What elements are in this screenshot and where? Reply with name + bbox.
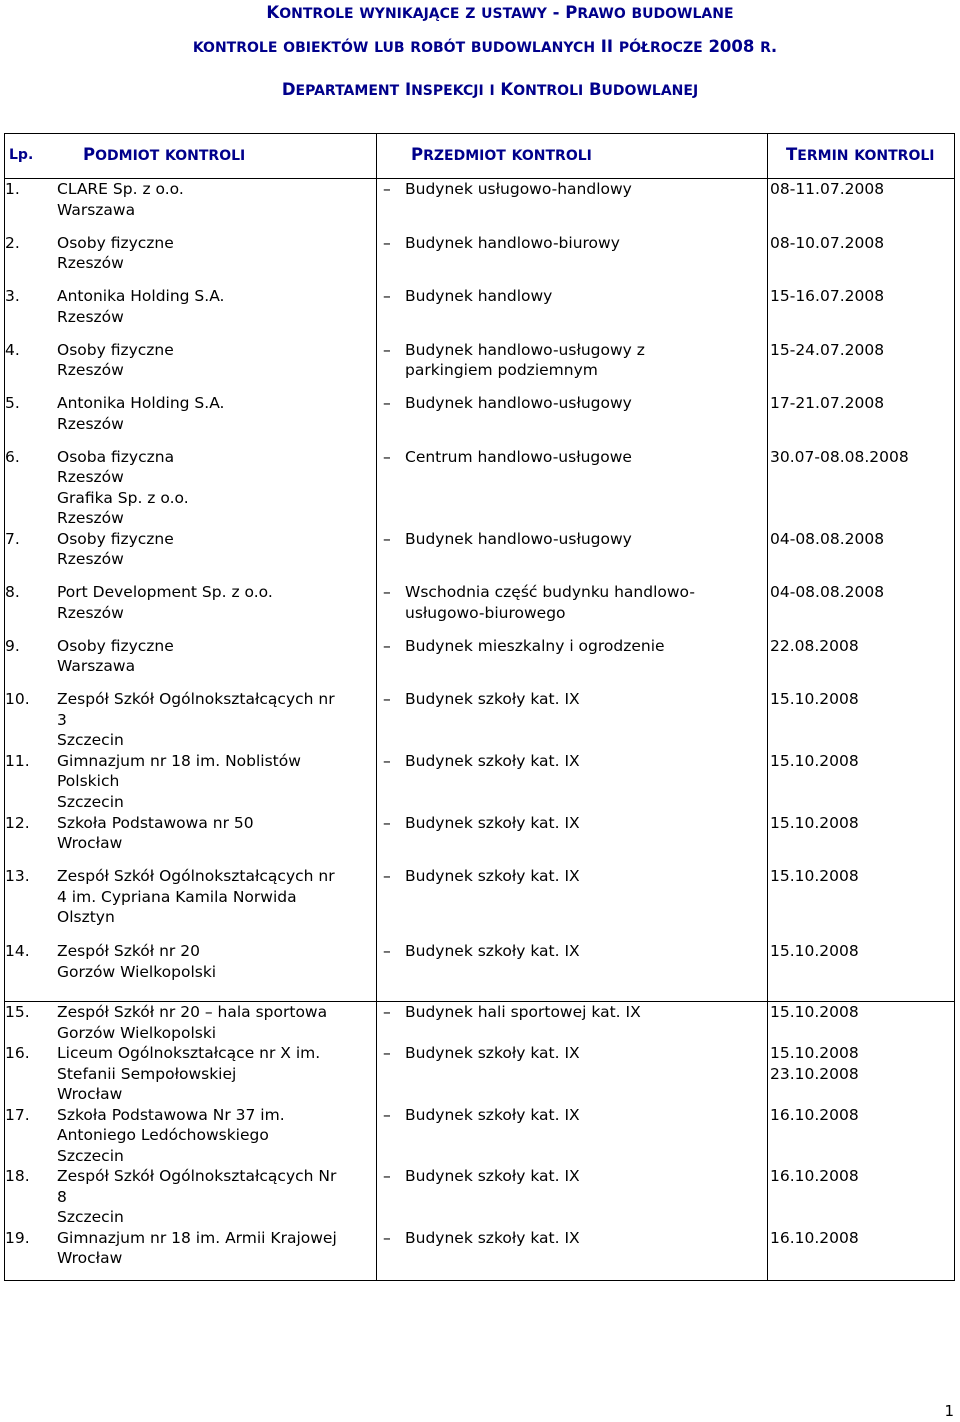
table-row-object — [377, 179, 767, 233]
table-row-object — [377, 582, 767, 636]
table-row-date — [768, 1043, 954, 1105]
object-line: Budynek usługowo-handlowy — [405, 180, 632, 198]
subject-line: Stefanii Sempołowskiej — [57, 1064, 237, 1083]
table-row-object — [377, 340, 767, 394]
row-number: 5. — [5, 394, 20, 412]
table-row-subject — [5, 179, 376, 233]
subject-line: Szczecin — [57, 1146, 124, 1165]
subject-line: CLARE Sp. z o.o. — [57, 180, 184, 198]
object-line: Wschodnia część budynku handlowo- — [405, 583, 695, 601]
table-row-subject — [5, 866, 376, 941]
subject-line: Osoby fizyczne — [57, 340, 174, 359]
dash-bullet-icon: – — [383, 394, 391, 412]
row-number: 6. — [5, 447, 20, 466]
date-line: 15.10.2008 — [770, 690, 859, 708]
table-row-object — [377, 689, 767, 751]
table-row-object — [377, 1166, 767, 1228]
subject-line: Zespół Szkół nr 20 — [57, 942, 200, 961]
object-line: Budynek handlowo-biurowy — [405, 233, 620, 252]
objects-cell — [377, 1002, 768, 1281]
object-line: Budynek handlowo-usługowy — [405, 394, 632, 412]
table-row-object — [377, 941, 767, 1001]
dash-bullet-icon: – — [383, 813, 391, 832]
dash-bullet-icon: – — [383, 1003, 391, 1022]
subject-line: Liceum Ogólnokształcące nr X im. — [57, 1044, 321, 1063]
dash-bullet-icon: – — [383, 751, 391, 770]
page-number: 1 — [944, 1402, 954, 1420]
column-header-termin: TERMIN KONTROLI — [768, 134, 955, 179]
subject-line: Osoba fizyczna — [57, 447, 175, 466]
table-row-object — [377, 1105, 767, 1167]
subjects-cell — [5, 179, 377, 1002]
dash-bullet-icon: – — [383, 1228, 391, 1247]
dash-bullet-icon: – — [383, 529, 391, 548]
subject-line: 4 im. Cypriana Kamila Norwida — [57, 887, 297, 906]
row-number: 14. — [5, 942, 30, 961]
dash-bullet-icon: – — [383, 233, 391, 252]
date-line: 15.10.2008 — [770, 867, 859, 886]
dash-bullet-icon: – — [383, 180, 391, 198]
subject-line: Szczecin — [57, 731, 124, 749]
table-group-2 — [5, 1002, 955, 1281]
table-row-object — [377, 636, 767, 690]
table-row-object — [377, 813, 767, 867]
dash-bullet-icon: – — [383, 867, 391, 886]
table-row-object — [377, 286, 767, 340]
table-group-1 — [5, 179, 955, 1002]
subject-line: Gimnazjum nr 18 im. Noblistów — [57, 751, 301, 770]
subject-line: Warszawa — [57, 657, 136, 675]
object-line: Centrum handlowo-usługowe — [405, 447, 632, 466]
dash-bullet-icon: – — [383, 942, 391, 961]
table-row-date — [768, 582, 954, 636]
table-row-subject — [5, 689, 376, 751]
column-header-podmiot: PODMIOT KONTROLI — [83, 145, 246, 165]
row-number: 10. — [5, 690, 30, 708]
subject-line: Rzeszów — [57, 307, 124, 326]
object-line: Budynek handlowo-usługowy — [405, 529, 632, 548]
table-row-subject — [5, 941, 376, 1001]
row-number: 3. — [5, 287, 20, 305]
table-row-date — [768, 941, 954, 1001]
row-number: 9. — [5, 636, 20, 655]
table-row-subject — [5, 751, 376, 813]
table-row-date — [768, 1166, 954, 1228]
date-line: 15.10.2008 — [770, 751, 859, 770]
table-row-date — [768, 179, 954, 233]
objects-cell — [377, 179, 768, 1002]
subject-line: Zespół Szkół Ogólnokształcących nr — [57, 867, 335, 886]
object-line: parkingiem podziemnym — [405, 361, 598, 379]
subject-line: Wrocław — [57, 1249, 123, 1268]
subject-line: Rzeszów — [57, 603, 124, 622]
table-row-subject — [5, 233, 376, 287]
table-row-subject — [5, 1105, 376, 1167]
subject-line: Antonika Holding S.A. — [57, 287, 225, 305]
table-row-object — [377, 751, 767, 813]
dash-bullet-icon: – — [383, 636, 391, 655]
table-row-object — [377, 529, 767, 583]
object-line: Budynek handlowo-usługowy z — [405, 340, 645, 359]
date-line: 30.07-08.08.2008 — [770, 447, 909, 466]
table-row-subject — [5, 340, 376, 394]
document-subtitle: KONTROLE OBIEKTÓW LUB ROBÓT BUDOWLANYCH II PÓŁROCZE 2008 R. — [192, 37, 778, 56]
object-line: Budynek handlowy — [405, 287, 553, 305]
dash-bullet-icon: – — [383, 690, 391, 708]
table-row-date — [768, 751, 954, 813]
subject-line: Wrocław — [57, 1085, 123, 1104]
header-lp-podmiot — [5, 134, 377, 179]
date-line: 16.10.2008 — [770, 1105, 859, 1124]
object-line: Budynek mieszkalny i ogrodzenie — [405, 636, 665, 655]
subject-line: 3 — [57, 710, 67, 729]
date-line: 15-24.07.2008 — [770, 340, 885, 359]
subject-line: Rzeszów — [57, 509, 124, 527]
table-row-date — [768, 813, 954, 867]
subject-line: Rzeszów — [57, 254, 124, 272]
subject-line: Antonika Holding S.A. — [57, 394, 225, 412]
date-line: 15.10.2008 — [770, 1044, 859, 1063]
table-row-date — [768, 393, 954, 447]
table-row-subject — [5, 1043, 376, 1105]
row-number: 4. — [5, 340, 20, 359]
row-number: 2. — [5, 233, 20, 252]
table-row-subject — [5, 813, 376, 867]
subject-line: Zespół Szkół Ogólnokształcących nr — [57, 690, 335, 708]
dash-bullet-icon: – — [383, 583, 391, 601]
table-row-object — [377, 1043, 767, 1105]
subject-line: Rzeszów — [57, 468, 124, 486]
table-row-object — [377, 447, 767, 529]
date-line: 16.10.2008 — [770, 1167, 859, 1186]
row-number: 8. — [5, 583, 20, 601]
date-line: 04-08.08.2008 — [770, 529, 885, 548]
table-row-object — [377, 393, 767, 447]
table-row-object — [377, 1002, 767, 1043]
dash-bullet-icon: – — [383, 1167, 391, 1186]
row-number: 19. — [5, 1228, 30, 1247]
table-row-subject — [5, 636, 376, 690]
table-row-object — [377, 866, 767, 941]
date-line: 17-21.07.2008 — [770, 394, 885, 412]
dates-cell — [768, 1002, 955, 1281]
table-row-subject — [5, 447, 376, 529]
date-line: 16.10.2008 — [770, 1228, 859, 1247]
object-line: Budynek szkoły kat. IX — [405, 813, 580, 832]
document-title: KONTROLE WYNIKAJĄCE Z USTAWY - PRAWO BUDOWLANE — [266, 3, 734, 22]
subject-line: Szkoła Podstawowa nr 50 — [57, 813, 254, 832]
object-line: usługowo-biurowego — [405, 603, 566, 622]
row-number: 18. — [5, 1167, 30, 1186]
table-row-subject — [5, 1228, 376, 1280]
row-number: 15. — [5, 1003, 30, 1022]
subject-line: Osoby fizyczne — [57, 636, 174, 655]
table-header-row — [5, 134, 955, 179]
object-line: Budynek szkoły kat. IX — [405, 751, 580, 770]
subject-line: Rzeszów — [57, 414, 124, 433]
subject-line: Rzeszów — [57, 550, 124, 568]
object-line: Budynek szkoły kat. IX — [405, 1167, 580, 1186]
dash-bullet-icon: – — [383, 447, 391, 466]
subject-line: Wrocław — [57, 834, 123, 853]
table-row-subject — [5, 1002, 376, 1043]
subject-line: Szczecin — [57, 792, 124, 811]
table-row-date — [768, 636, 954, 690]
row-number: 11. — [5, 751, 30, 770]
subject-line: Rzeszów — [57, 361, 124, 379]
row-number: 17. — [5, 1105, 30, 1124]
subjects-cell — [5, 1002, 377, 1281]
table-row-date — [768, 286, 954, 340]
subject-line: Olsztyn — [57, 908, 115, 927]
subject-line: Gorzów Wielkopolski — [57, 962, 217, 981]
table-row-date — [768, 1105, 954, 1167]
subject-line: Polskich — [57, 772, 120, 791]
subject-line: Warszawa — [57, 200, 136, 219]
subject-line: Szczecin — [57, 1208, 124, 1227]
subject-line: Osoby fizyczne — [57, 529, 174, 548]
date-line: 23.10.2008 — [770, 1064, 859, 1083]
date-line: 15.10.2008 — [770, 942, 859, 961]
subject-line: Gimnazjum nr 18 im. Armii Krajowej — [57, 1228, 337, 1247]
dates-cell — [768, 179, 955, 1002]
dash-bullet-icon: – — [383, 340, 391, 359]
inspections-table — [4, 133, 955, 1281]
row-number: 1. — [5, 180, 20, 198]
table-row-date — [768, 866, 954, 941]
table-row-date — [768, 1228, 954, 1280]
date-line: 15-16.07.2008 — [770, 287, 885, 305]
date-line: 22.08.2008 — [770, 636, 859, 655]
subject-line: Port Development Sp. z o.o. — [57, 583, 273, 601]
table-row-subject — [5, 393, 376, 447]
date-line: 04-08.08.2008 — [770, 583, 885, 601]
object-line: Budynek szkoły kat. IX — [405, 1228, 580, 1247]
table-row-date — [768, 1002, 954, 1043]
column-header-lp: Lp. — [9, 147, 34, 164]
table-row-date — [768, 529, 954, 583]
table-row-date — [768, 447, 954, 529]
row-number: 16. — [5, 1044, 30, 1063]
subject-line: Antoniego Ledóchowskiego — [57, 1126, 269, 1145]
subject-line: Zespół Szkół nr 20 – hala sportowa — [57, 1003, 328, 1022]
table-row-date — [768, 233, 954, 287]
table-row-subject — [5, 529, 376, 583]
dash-bullet-icon: – — [383, 287, 391, 305]
table-row-subject — [5, 286, 376, 340]
column-header-przedmiot: PRZEDMIOT KONTROLI — [377, 134, 768, 179]
subject-line: Zespół Szkół Ogólnokształcących Nr — [57, 1167, 337, 1186]
object-line: Budynek szkoły kat. IX — [405, 690, 580, 708]
dash-bullet-icon: – — [383, 1105, 391, 1124]
date-line: 15.10.2008 — [770, 813, 859, 832]
object-line: Budynek szkoły kat. IX — [405, 867, 580, 886]
object-line: Budynek szkoły kat. IX — [405, 942, 580, 961]
row-number: 7. — [5, 529, 20, 548]
subject-line: Gorzów Wielkopolski — [57, 1023, 217, 1042]
table-row-object — [377, 1228, 767, 1280]
date-line: 15.10.2008 — [770, 1003, 859, 1022]
subject-line: Osoby fizyczne — [57, 233, 174, 252]
table-row-object — [377, 233, 767, 287]
date-line: 08-11.07.2008 — [770, 180, 885, 198]
subject-line: 8 — [57, 1187, 67, 1206]
subject-line: Grafika Sp. z o.o. — [57, 488, 189, 507]
table-row-date — [768, 340, 954, 394]
table-row-date — [768, 689, 954, 751]
department-name: DEPARTAMENT INSPEKCJI I KONTROLI BUDOWLANEJ — [281, 80, 699, 99]
row-number: 13. — [5, 867, 30, 886]
object-line: Budynek hali sportowej kat. IX — [405, 1003, 641, 1022]
table-row-subject — [5, 1166, 376, 1228]
table-row-subject — [5, 582, 376, 636]
object-line: Budynek szkoły kat. IX — [405, 1105, 580, 1124]
subject-line: Szkoła Podstawowa Nr 37 im. — [57, 1105, 285, 1124]
date-line: 08-10.07.2008 — [770, 233, 885, 252]
row-number: 12. — [5, 813, 30, 832]
object-line: Budynek szkoły kat. IX — [405, 1044, 580, 1063]
dash-bullet-icon: – — [383, 1044, 391, 1063]
